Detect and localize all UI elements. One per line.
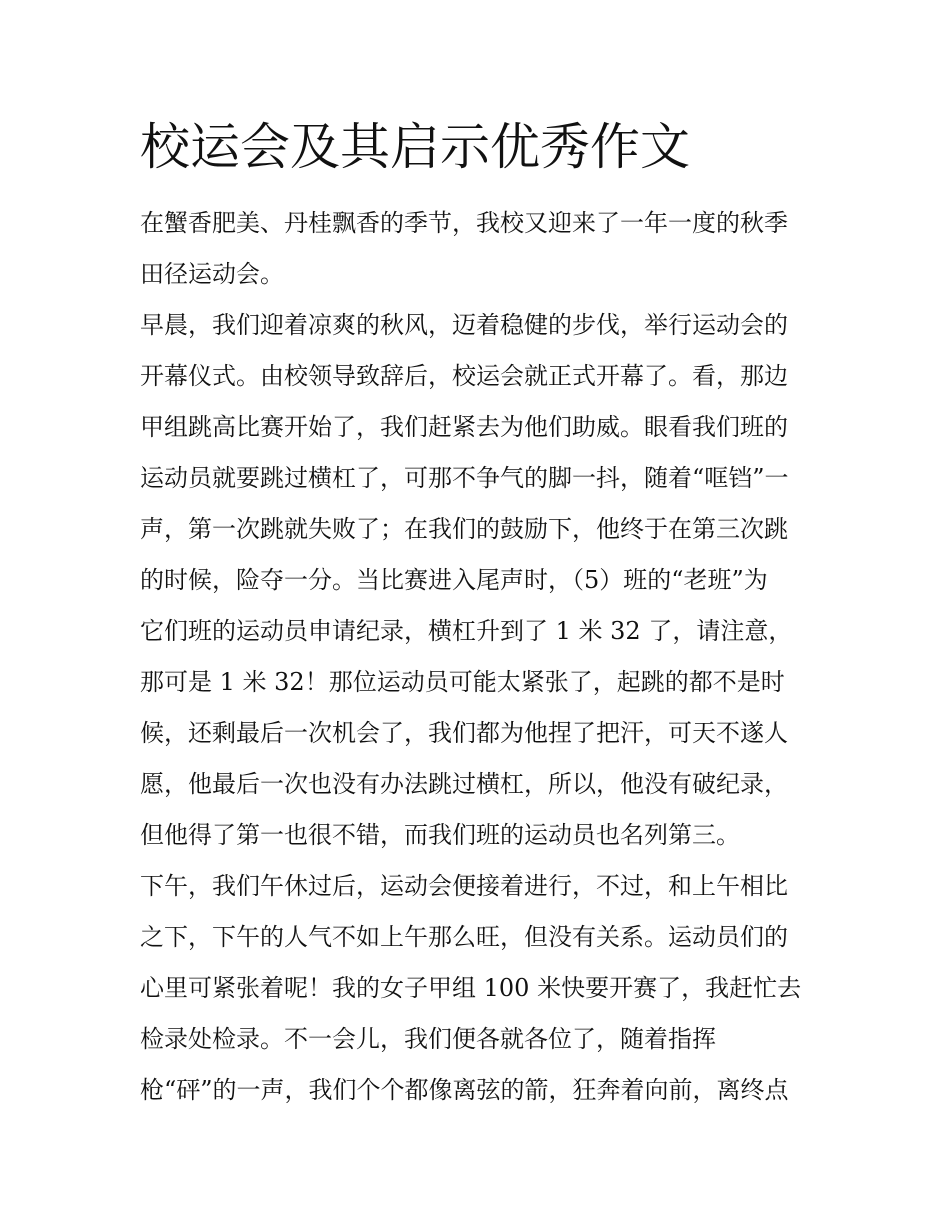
body-line: 田径运动会。 [140,260,284,288]
body-line: 在蟹香肥美、丹桂飘香的季节，我校又迎来了一年一度的秋季 [140,209,788,237]
body-line: 之下，下午的人气不如上午那么旺，但没有关系。运动员们的 [140,923,788,951]
body-line: 检录处检录。不一会儿，我们便各就各位了，随着指挥 [140,1025,716,1053]
body-line: 的时候，险夺一分。当比赛进入尾声时，（5）班的“老班”为 [140,566,768,594]
body-line: 心里可紧张着呢！我的女子甲组 100 米快要开赛了，我赶忙去 [140,974,802,1002]
body-line: 那可是 1 米 32！那位运动员可能太紧张了，起跳的都不是时 [140,668,785,696]
body-line: 运动员就要跳过横杠了，可那不争气的脚一抖，随着“哐铛”一 [140,464,789,492]
body-line: 下午，我们午休过后，运动会便接着进行，不过，和上午相比 [140,872,788,900]
body-line: 开幕仪式。由校领导致辞后，校运会就正式开幕了。看，那边 [140,362,788,390]
body-line: 声，第一次跳就失败了；在我们的鼓励下，他终于在第三次跳 [140,515,788,543]
document-title: 校运会及其启示优秀作文 [140,118,690,176]
body-line: 愿，他最后一次也没有办法跳过横杠，所以，他没有破纪录， [140,770,788,798]
body-line: 早晨，我们迎着凉爽的秋风，迈着稳健的步伐，举行运动会的 [140,311,788,339]
body-line: 但他得了第一也很不错，而我们班的运动员也名列第三。 [140,821,740,849]
body-line: 甲组跳高比赛开始了，我们赶紧去为他们助威。眼看我们班的 [140,413,788,441]
body-line: 候，还剩最后一次机会了，我们都为他捏了把汗，可天不遂人 [140,719,788,747]
body-line: 它们班的运动员申请纪录，横杠升到了 1 米 32 了，请注意， [140,617,793,645]
body-line: 枪“砰”的一声，我们个个都像离弦的箭，狂奔着向前，离终点 [140,1076,789,1104]
document-body [140,198,820,1116]
